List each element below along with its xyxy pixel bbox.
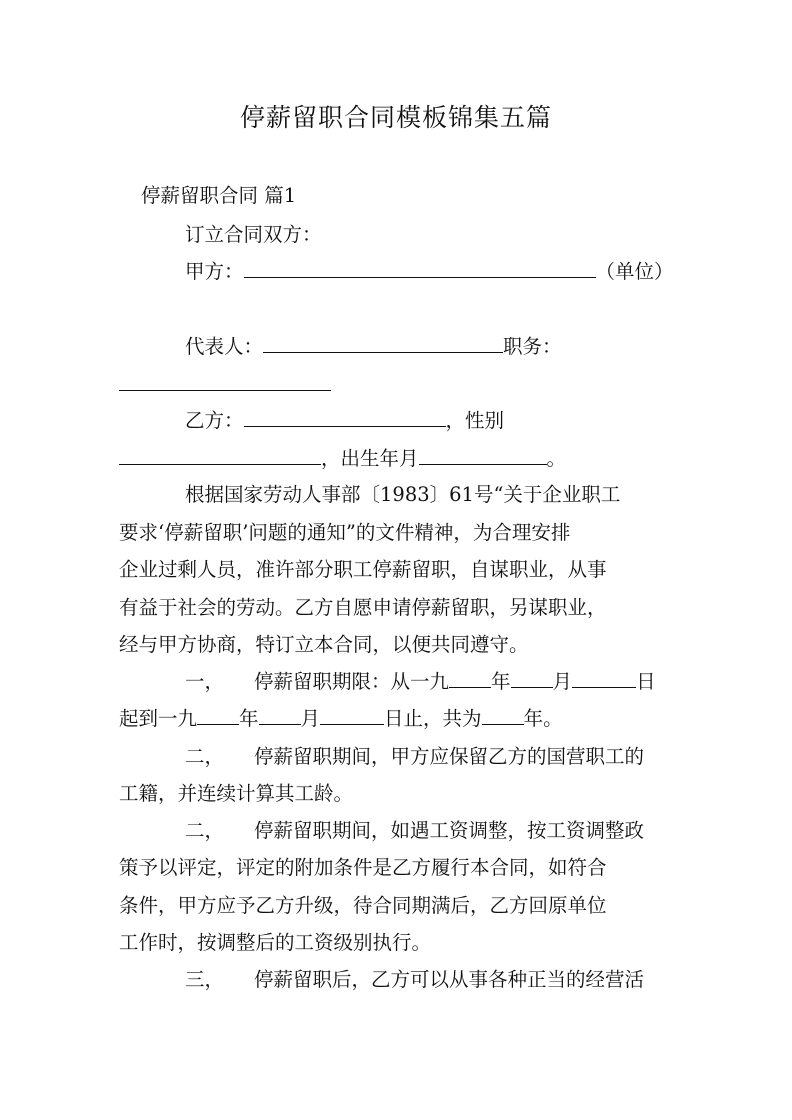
position-label: 职务：	[503, 335, 562, 358]
clause-1-stop: 日止，共为	[384, 707, 482, 730]
gender-label: ，性别	[445, 409, 505, 432]
party-a-blank	[244, 259, 596, 278]
total-years-blank	[482, 706, 524, 725]
clause-1-start: 起到一九	[119, 707, 198, 730]
clause-1-line	[185, 663, 656, 701]
month-blank	[511, 669, 553, 688]
preamble-line: 有益于社会的劳动。乙方自愿申请停薪留职，另谋职业，	[119, 596, 607, 619]
clause-3-line	[185, 812, 644, 850]
year-blank	[197, 706, 239, 725]
position-blank	[119, 372, 331, 391]
parties-intro: 订立合同双方：	[185, 223, 322, 246]
preamble-line: 根据国家劳动人事部〔1983〕61号“关于企业职工	[185, 483, 621, 506]
clause-1-end: 年。	[523, 707, 563, 730]
party-b-label: 乙方：	[185, 409, 244, 432]
clause-2-line	[185, 738, 644, 776]
clause-2-number: 二，	[185, 745, 225, 768]
year-label: 年	[239, 707, 259, 730]
clause-3-line: 策予以评定，评定的附加条件是乙方履行本合同，如符合	[119, 856, 607, 879]
day-label: 日	[636, 670, 656, 693]
preamble-line: 企业过剩人员，准许部分职工停薪留职，自谋职业，从事	[119, 558, 607, 581]
gender-birth-line	[119, 440, 566, 478]
clause-3-text: 停薪留职期间，如遇工资调整，按工资调整政	[254, 819, 645, 842]
party-a-line	[185, 253, 674, 291]
birth-label: ，出生年月	[321, 447, 419, 470]
month-blank	[259, 706, 301, 725]
party-b-line	[185, 402, 504, 440]
position-blank-line	[119, 366, 331, 404]
day-blank	[572, 669, 636, 688]
year-blank	[449, 669, 491, 688]
clause-4-line	[185, 961, 644, 999]
section-heading: 停薪留职合同 篇1	[141, 184, 297, 207]
party-b-blank	[244, 408, 446, 427]
clause-3-line: 条件，甲方应予乙方升级，待合同期满后，乙方回原单位	[119, 894, 607, 917]
clause-3-line: 工作时，按调整后的工资级别执行。	[119, 931, 432, 954]
clause-1-number: 一，	[185, 670, 225, 693]
clause-1-line-2	[119, 700, 563, 738]
clause-1-text: 停薪留职期限：从一九	[254, 670, 450, 693]
month-label: 月	[552, 670, 573, 693]
month-label: 月	[300, 707, 321, 730]
representative-label: 代表人：	[185, 335, 264, 358]
representative-line	[185, 328, 562, 366]
birth-blank	[419, 446, 547, 465]
clause-2-text: 停薪留职期间，甲方应保留乙方的国营职工的	[254, 745, 645, 768]
day-blank	[320, 706, 384, 725]
clause-3-number: 二，	[185, 819, 225, 842]
party-a-unit: （单位）	[595, 260, 674, 283]
clause-4-number: 三，	[185, 968, 225, 991]
page-title: 停薪留职合同模板锦集五篇	[239, 103, 552, 132]
representative-blank	[263, 334, 503, 353]
clause-4-text: 停薪留职后，乙方可以从事各种正当的经营活	[254, 968, 645, 991]
preamble-line: 要求‘停薪留职’问题的通知”的文件精神，为合理安排	[119, 521, 571, 544]
gender-blank	[119, 446, 321, 465]
preamble-line: 经与甲方协商，特订立本合同，以便共同遵守。	[119, 633, 529, 656]
party-a-label: 甲方：	[185, 260, 244, 283]
year-label: 年	[491, 670, 511, 693]
clause-2-line: 工籍，并连续计算其工龄。	[119, 782, 354, 805]
period-end: 。	[546, 447, 567, 470]
